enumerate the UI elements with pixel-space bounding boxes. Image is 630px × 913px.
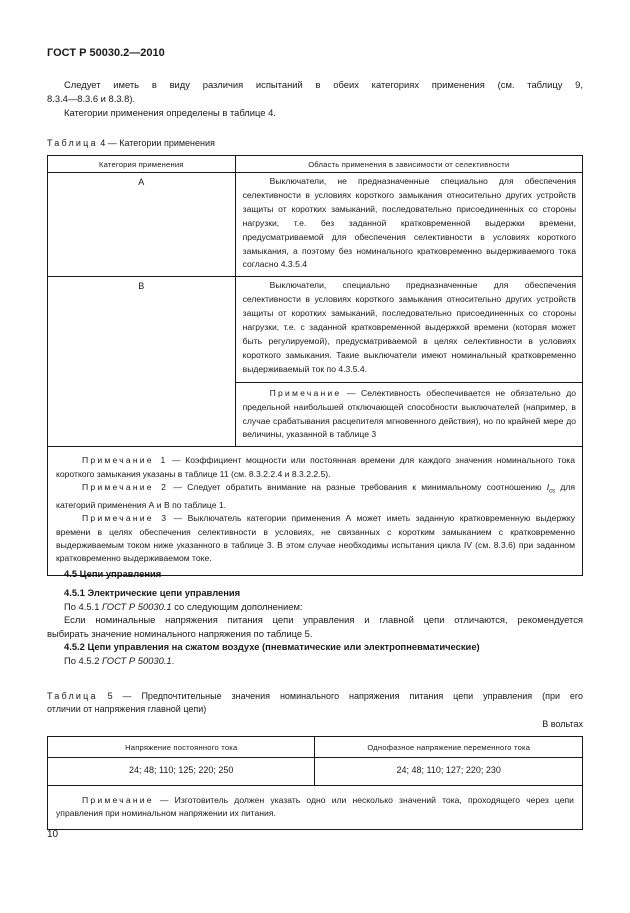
section-4-5-1-by: По 4.5.1	[64, 601, 103, 612]
intro-line-2: 8.3.4—8.3.6 и 8.3.8).	[47, 93, 136, 104]
section-4-5-2-heading: 4.5.2 Цепи управления на сжатом воздухе (пневматические или электропневматические)	[64, 641, 480, 652]
section-4-5-1-line-2: Если номинальные напряжения питания цепи управления и главной цепи отличаются, рекомендуется	[64, 614, 583, 625]
table5-dc-values: 24; 48; 110; 125; 220; 250	[48, 758, 315, 786]
table5-note	[48, 786, 583, 830]
section-4-5-1-suffix: со следующим дополнением:	[171, 601, 303, 612]
table5-units: В вольтах	[542, 719, 583, 729]
table5-value-row	[48, 758, 583, 786]
table4-note-1	[56, 454, 575, 481]
table4-note-2-sub: cs	[549, 488, 556, 495]
table4-notes-row	[48, 447, 583, 576]
section-4-5-1-heading: 4.5.1 Электрические цепи управления	[64, 587, 241, 598]
table5-header-ac: Однофазное напряжение переменного тока	[315, 737, 583, 758]
intro-line-1: Следует иметь в виду различия испытаний в обеих категориях применения (см. таблицу 9,	[64, 79, 583, 90]
table4-note-3	[56, 512, 575, 565]
table5-note-label: Примечание	[82, 795, 154, 805]
running-header: ГОСТ Р 50030.2—2010	[47, 47, 165, 59]
table4-row-a	[48, 173, 583, 277]
table4-caption-title: 4 — Категории применения	[100, 138, 215, 148]
table-5-voltages	[47, 736, 583, 830]
table4-note-1-text: — Коэффициент мощности или постоянная времени для каждого значения номинального тока короткого замыкания указаны в таблице 11 (см. 8.3.2.2.4 и 8.3.2.2.5).	[56, 455, 575, 479]
table5-caption-line-2: отличии от напряжения главной цепи)	[47, 704, 207, 714]
table4-notes	[48, 447, 583, 576]
table5-note-text: — Изготовитель должен указать одно или несколько значений тока, проходящего через цепи управления при номинальном напряжении их питания.	[56, 795, 574, 819]
table4-note-1-label: Примечание 1	[82, 455, 168, 466]
table4-category-a: А	[48, 173, 236, 277]
table4-category-b: В	[48, 277, 236, 447]
table4-note-3-label: Примечание 3	[82, 513, 169, 524]
table4-area-b-note-text: — Селективность обеспечивается не обязательно до предельной наибольшей отключающей способности выключателей (например, в случае срабатывания расцепителя мгновенного действия), но по крайней мере до величины, указанной в таблице 3	[242, 387, 576, 440]
table5-caption-prefix: Таблица	[47, 691, 98, 701]
table5-note-row	[48, 786, 583, 830]
table4-row-b	[48, 277, 583, 447]
table4-note-2-var: I	[546, 481, 550, 492]
table4-area-a	[235, 173, 582, 277]
section-4-5-heading: 4.5 Цепи управления	[64, 568, 162, 579]
table4-note-3-text: — Выключатель категории применения А может иметь заданную кратковременную выдержку времени в целях обеспечения селективности в условиях, не связанных с коротким замыканием с кратковременно выдерживаемым током ниже указанного в таблице 3. В этом случае необходимы испытания цикла IV (см. 8.3.6) при заданном кратковременно выдерживаемом токе.	[56, 513, 576, 564]
intro-line-3: Категории применения определены в таблице 4.	[64, 107, 276, 118]
section-4-5-1-line-3: выбирать значение номинального напряжения по таблице 5.	[47, 628, 313, 639]
table4-note-2-label: Примечание 2	[82, 481, 169, 492]
section-4-5-2-suffix: .	[171, 655, 175, 666]
section-4-5-2-by: По 4.5.2	[64, 655, 103, 666]
section-4-5-2-ref: ГОСТ Р 50030.1	[102, 655, 172, 666]
table4-area-b-text: Выключатели, специально предназначенные для обеспечения селективности в условиях короткого замыкания относительно других устройств защиты от коротких замыканий, последовательно присоединенных со стороны нагрузки, т.е. с заданной кратковременной выдержкой времени (которая может быть регулируемой), предусматриваемой в целях селективности в условиях короткого замыкания. Такие выключатели имеют номинальный кратковременно выдерживаемый ток по 4.3.5.4.	[242, 280, 576, 374]
table5-header-row	[48, 737, 583, 758]
table4-area-a-text: Выключатели, не предназначенные специально для обеспечения селективности в условиях короткого замыкания относительно других устройств защиты от коротких замыканий, последовательно присоединенных со стороны нагрузки, т.е. без заданной кратковременной выдержки времени, предусматриваемой для обеспечения селективности в условиях короткого замыкания, а поэтому без номинального кратковременно выдерживаемого тока согласно 4.3.5.4	[242, 176, 576, 270]
section-4-5-1-line-1	[64, 600, 303, 614]
table4-note-2-text-a: — Следует обратить внимание на разные требования к минимальному соотношению	[168, 481, 547, 492]
table4-header-category: Категория применения	[48, 156, 236, 173]
table-4-categories	[47, 155, 583, 576]
table4-header-area: Область применения в зависимости от селективности	[235, 156, 582, 173]
table4-area-b-note	[243, 387, 576, 443]
table5-note-body	[56, 794, 574, 821]
table4-area-b-note-label: Примечание	[269, 387, 342, 398]
table4-caption-prefix: Таблица	[47, 138, 98, 148]
table4-caption	[47, 138, 215, 148]
section-4-5-1-ref: ГОСТ Р 50030.1	[102, 601, 172, 612]
table4-area-b	[235, 277, 582, 447]
table5-header-dc: Напряжение постоянного тока	[48, 737, 315, 758]
section-4-5-2-line-1	[64, 654, 174, 668]
table4-cell-divider	[236, 382, 582, 383]
table4-note-2-text-b: для категорий применения А и В по таблице 1.	[56, 481, 576, 510]
table4-header-row	[48, 156, 583, 173]
table5-caption-title: 5 — Предпочтительные значения номинального напряжения питания цепи управления (при его	[107, 691, 583, 701]
table4-note-2	[56, 481, 575, 512]
page-number: 10	[47, 829, 59, 840]
table5-ac-values: 24; 48; 110; 127; 220; 230	[315, 758, 583, 786]
table5-caption	[47, 691, 583, 701]
